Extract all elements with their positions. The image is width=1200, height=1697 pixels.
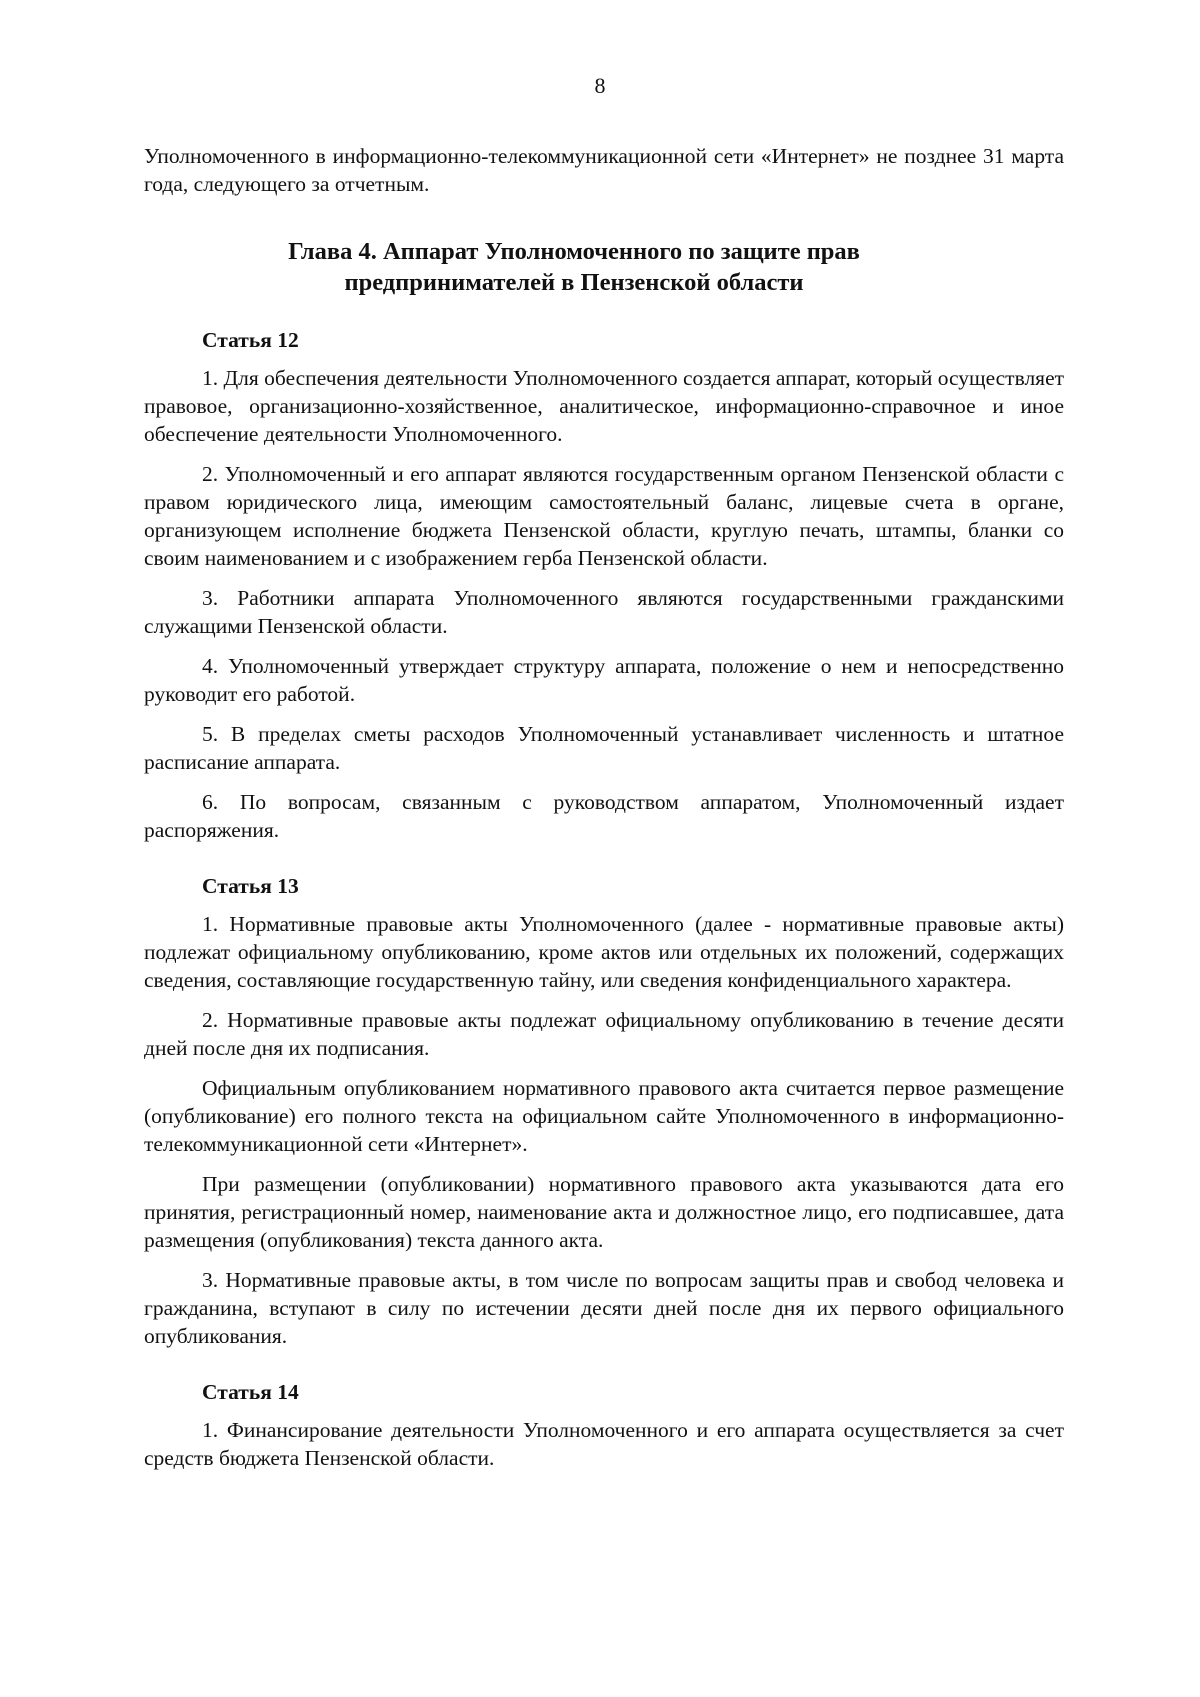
article-14-title: Статья 14 — [202, 1380, 299, 1404]
article-13-paragraph-5: 3. Нормативные правовые акты, в том числе по вопросам защиты прав и свобод человека и гражданина, вступают в силу по истечении десяти дней после дня их первого официального опубликования. — [144, 1268, 1064, 1348]
article-13-paragraph-4: При размещении (опубликовании) нормативного правового акта указываются дата его принятия, регистрационный номер, наименование акта и должностное лицо, его подписавшее, дата размещения (опубликования) текста данного акта. — [144, 1172, 1064, 1252]
article-12-paragraph-6: 6. По вопросам, связанным с руководством аппаратом, Уполномоченный издает распоряжения. — [144, 790, 1064, 842]
article-14-paragraph-1: 1. Финансирование деятельности Уполномоченного и его аппарата осуществляется за счет средств бюджета Пензенской области. — [144, 1418, 1064, 1470]
page-number: 8 — [594, 73, 606, 98]
article-12-paragraph-5: 5. В пределах сметы расходов Уполномоченный устанавливает численность и штатное расписание аппарата. — [144, 722, 1064, 774]
article-12-paragraph-4: 4. Уполномоченный утверждает структуру аппарата, положение о нем и непосредственно руководит его работой. — [144, 654, 1064, 706]
article-12-paragraph-3: 3. Работники аппарата Уполномоченного являются государственными гражданскими служащими Пензенской области. — [144, 586, 1064, 638]
article-12-title: Статья 12 — [202, 328, 299, 352]
chapter-heading-line-2: предпринимателей в Пензенской области — [344, 269, 804, 296]
article-13-paragraph-1: 1. Нормативные правовые акты Уполномоченного (далее - нормативные правовые акты) подлежат официальному опубликованию, кроме актов или отдельных их положений, содержащих сведения, составляющие государственную тайну, или сведения конфиденциального характера. — [144, 912, 1064, 992]
article-13-paragraph-3: Официальным опубликованием нормативного правового акта считается первое размещение (опубликование) его полного текста на официальном сайте Уполномоченного в информационно-телекоммуникационной сети «Интернет». — [144, 1076, 1064, 1156]
article-13-title: Статья 13 — [202, 874, 299, 898]
document-body — [144, 142, 1064, 1472]
chapter-heading — [144, 236, 1064, 298]
article-13-paragraph-2: 2. Нормативные правовые акты подлежат официальному опубликованию в течение десяти дней после дня их подписания. — [144, 1008, 1064, 1060]
intro-paragraph: Уполномоченного в информационно-телекоммуникационной сети «Интернет» не позднее 31 марта года, следующего за отчетным. — [144, 144, 1064, 196]
article-12-paragraph-1: 1. Для обеспечения деятельности Уполномоченного создается аппарат, который осуществляет правовое, организационно-хозяйственное, аналитическое, информационно-справочное и иное обеспечение деятельности Уполномоченного. — [144, 366, 1065, 446]
chapter-heading-line-1: Глава 4. Аппарат Уполномоченного по защите прав — [288, 238, 860, 265]
article-12-paragraph-2: 2. Уполномоченный и его аппарат являются государственным органом Пензенской области с правом юридического лица, имеющим самостоятельный баланс, лицевые счета в органе, организующем исполнение бюджета Пензенской области, круглую печать, штампы, бланки со своим наименованием и с изображением герба Пензенской области. — [144, 462, 1064, 570]
